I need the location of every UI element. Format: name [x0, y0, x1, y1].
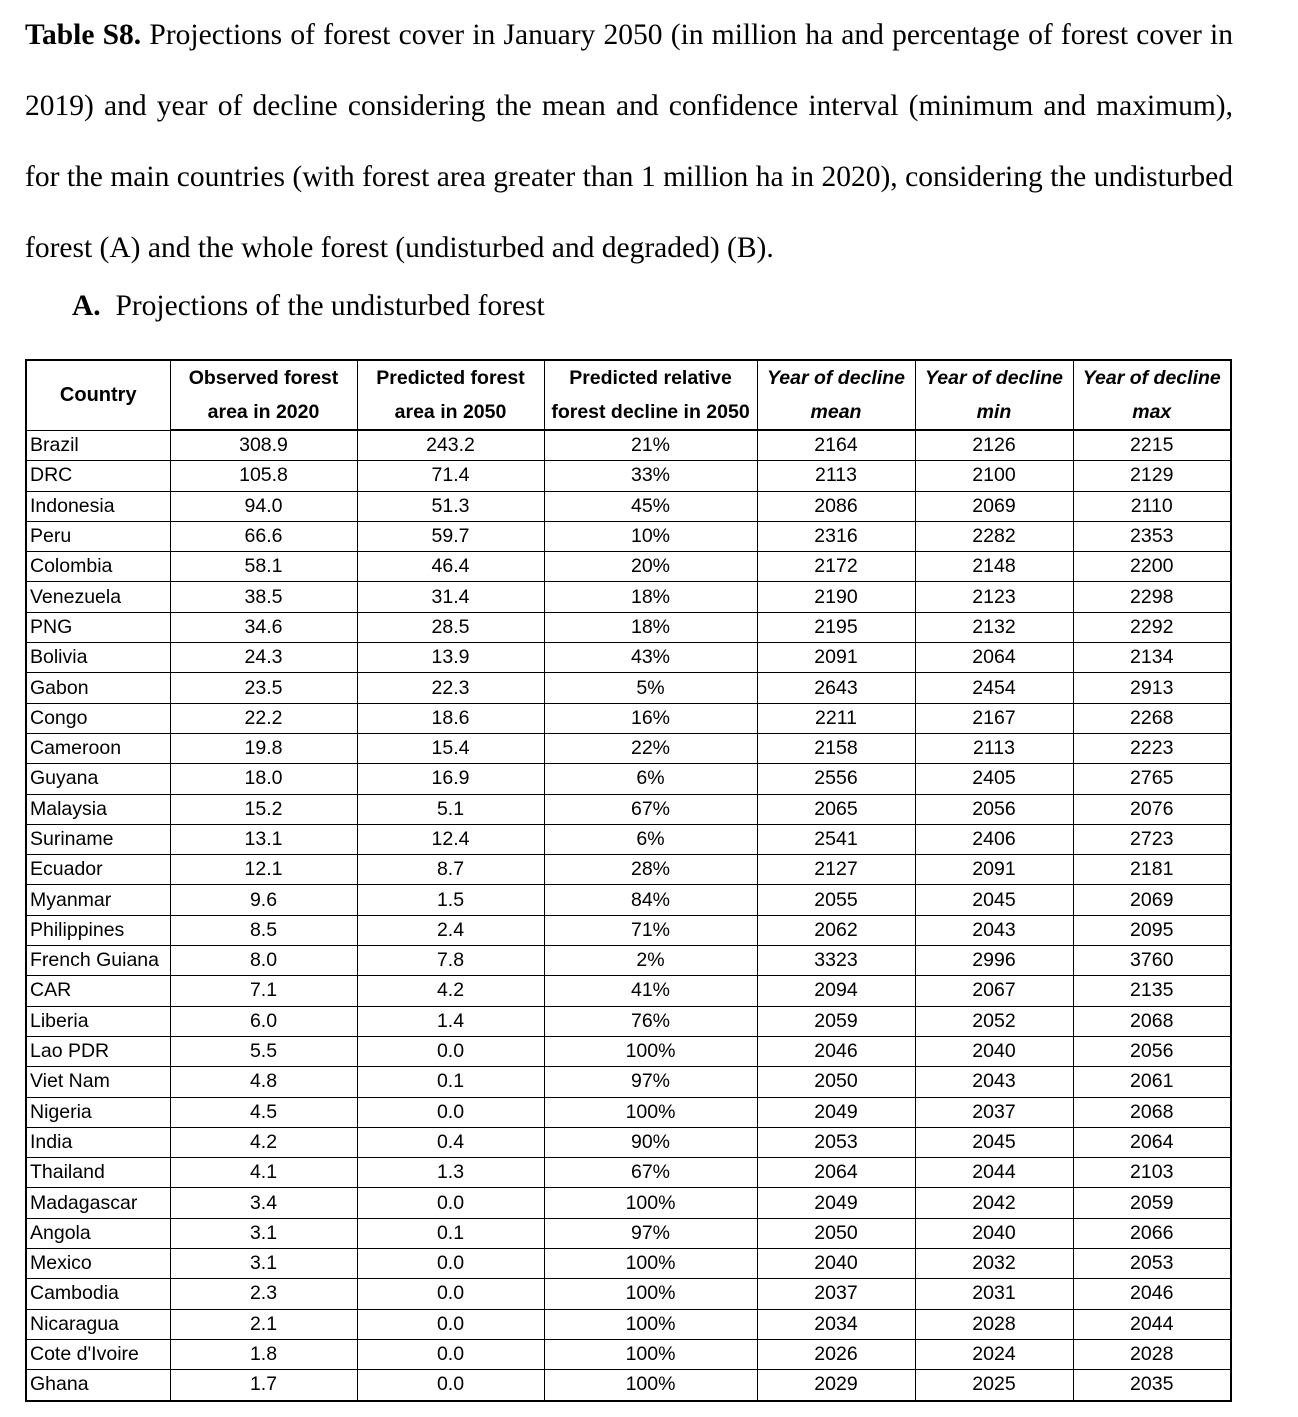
header-mean-line1: Year of decline — [757, 360, 915, 395]
year-mean-cell: 2127 — [757, 855, 915, 885]
table-row — [26, 1249, 1231, 1279]
country-cell: Thailand — [26, 1158, 170, 1188]
year-max-cell: 2068 — [1073, 1006, 1231, 1036]
year-min-cell: 2043 — [915, 915, 1073, 945]
country-cell: Suriname — [26, 824, 170, 854]
relative-decline-cell: 100% — [544, 1370, 757, 1401]
predicted-area-cell: 22.3 — [357, 673, 544, 703]
year-max-cell: 2110 — [1073, 491, 1231, 521]
relative-decline-cell: 18% — [544, 612, 757, 642]
relative-decline-cell: 100% — [544, 1279, 757, 1309]
table-row — [26, 764, 1231, 794]
table-row — [26, 703, 1231, 733]
year-max-cell: 2223 — [1073, 733, 1231, 763]
predicted-area-cell: 7.8 — [357, 946, 544, 976]
year-mean-cell: 2029 — [757, 1370, 915, 1401]
header-mean-line2: mean — [757, 395, 915, 430]
observed-area-cell: 4.8 — [170, 1067, 357, 1097]
year-mean-cell: 2040 — [757, 1249, 915, 1279]
table-row — [26, 824, 1231, 854]
year-min-cell: 2100 — [915, 461, 1073, 491]
relative-decline-cell: 43% — [544, 643, 757, 673]
year-max-cell: 2069 — [1073, 885, 1231, 915]
year-mean-cell: 2037 — [757, 1279, 915, 1309]
country-cell: Malaysia — [26, 794, 170, 824]
table-row — [26, 430, 1231, 461]
year-mean-cell: 2086 — [757, 491, 915, 521]
predicted-area-cell: 0.0 — [357, 1249, 544, 1279]
year-mean-cell: 2049 — [757, 1188, 915, 1218]
observed-area-cell: 8.5 — [170, 915, 357, 945]
predicted-area-cell: 2.4 — [357, 915, 544, 945]
year-mean-cell: 2026 — [757, 1339, 915, 1369]
observed-area-cell: 13.1 — [170, 824, 357, 854]
observed-area-cell: 105.8 — [170, 461, 357, 491]
year-min-cell: 2045 — [915, 1127, 1073, 1157]
year-mean-cell: 2541 — [757, 824, 915, 854]
table-row — [26, 1218, 1231, 1248]
country-cell: Brazil — [26, 430, 170, 461]
year-max-cell: 2103 — [1073, 1158, 1231, 1188]
header-min-line1: Year of decline — [915, 360, 1073, 395]
year-max-cell: 2292 — [1073, 612, 1231, 642]
year-min-cell: 2052 — [915, 1006, 1073, 1036]
relative-decline-cell: 100% — [544, 1339, 757, 1369]
header-predicted-line2: area in 2050 — [357, 395, 544, 430]
relative-decline-cell: 71% — [544, 915, 757, 945]
observed-area-cell: 4.5 — [170, 1097, 357, 1127]
year-max-cell: 2066 — [1073, 1218, 1231, 1248]
predicted-area-cell: 5.1 — [357, 794, 544, 824]
observed-area-cell: 3.4 — [170, 1188, 357, 1218]
country-cell: Ghana — [26, 1370, 170, 1401]
year-min-cell: 2067 — [915, 976, 1073, 1006]
relative-decline-cell: 97% — [544, 1218, 757, 1248]
table-row — [26, 1127, 1231, 1157]
year-max-cell: 2913 — [1073, 673, 1231, 703]
table-row — [26, 885, 1231, 915]
predicted-area-cell: 12.4 — [357, 824, 544, 854]
table-body — [26, 430, 1231, 1401]
relative-decline-cell: 100% — [544, 1309, 757, 1339]
predicted-area-cell: 16.9 — [357, 764, 544, 794]
year-min-cell: 2032 — [915, 1249, 1073, 1279]
year-max-cell: 3760 — [1073, 946, 1231, 976]
year-min-cell: 2044 — [915, 1158, 1073, 1188]
year-min-cell: 2040 — [915, 1218, 1073, 1248]
header-row-1 — [26, 360, 1231, 395]
year-min-cell: 2126 — [915, 430, 1073, 461]
observed-area-cell: 3.1 — [170, 1218, 357, 1248]
observed-area-cell: 5.5 — [170, 1036, 357, 1066]
country-cell: Mexico — [26, 1249, 170, 1279]
observed-area-cell: 12.1 — [170, 855, 357, 885]
header-max-line1: Year of decline — [1073, 360, 1231, 395]
observed-area-cell: 58.1 — [170, 552, 357, 582]
observed-area-cell: 6.0 — [170, 1006, 357, 1036]
table-row — [26, 491, 1231, 521]
country-cell: Myanmar — [26, 885, 170, 915]
country-cell: Venezuela — [26, 582, 170, 612]
section-title: Projections of the undisturbed forest — [115, 290, 545, 322]
year-max-cell: 2046 — [1073, 1279, 1231, 1309]
table-row — [26, 1097, 1231, 1127]
year-max-cell: 2064 — [1073, 1127, 1231, 1157]
observed-area-cell: 24.3 — [170, 643, 357, 673]
relative-decline-cell: 100% — [544, 1036, 757, 1066]
country-cell: Ecuador — [26, 855, 170, 885]
relative-decline-cell: 97% — [544, 1067, 757, 1097]
relative-decline-cell: 67% — [544, 1158, 757, 1188]
country-cell: Lao PDR — [26, 1036, 170, 1066]
forest-projection-table — [25, 359, 1232, 1402]
country-cell: Angola — [26, 1218, 170, 1248]
relative-decline-cell: 18% — [544, 582, 757, 612]
country-cell: Colombia — [26, 552, 170, 582]
predicted-area-cell: 0.1 — [357, 1067, 544, 1097]
table-row — [26, 673, 1231, 703]
table-row — [26, 733, 1231, 763]
year-mean-cell: 2053 — [757, 1127, 915, 1157]
year-min-cell: 2031 — [915, 1279, 1073, 1309]
relative-decline-cell: 84% — [544, 885, 757, 915]
relative-decline-cell: 6% — [544, 824, 757, 854]
observed-area-cell: 23.5 — [170, 673, 357, 703]
year-max-cell: 2053 — [1073, 1249, 1231, 1279]
year-max-cell: 2035 — [1073, 1370, 1231, 1401]
year-max-cell: 2134 — [1073, 643, 1231, 673]
year-max-cell: 2353 — [1073, 521, 1231, 551]
year-min-cell: 2996 — [915, 946, 1073, 976]
year-mean-cell: 2065 — [757, 794, 915, 824]
predicted-area-cell: 1.5 — [357, 885, 544, 915]
year-max-cell: 2765 — [1073, 764, 1231, 794]
header-relative-line2: forest decline in 2050 — [544, 395, 757, 430]
year-min-cell: 2056 — [915, 794, 1073, 824]
year-min-cell: 2148 — [915, 552, 1073, 582]
year-min-cell: 2037 — [915, 1097, 1073, 1127]
year-mean-cell: 2556 — [757, 764, 915, 794]
year-min-cell: 2282 — [915, 521, 1073, 551]
predicted-area-cell: 0.0 — [357, 1279, 544, 1309]
observed-area-cell: 9.6 — [170, 885, 357, 915]
country-cell: French Guiana — [26, 946, 170, 976]
year-min-cell: 2040 — [915, 1036, 1073, 1066]
year-max-cell: 2215 — [1073, 430, 1231, 461]
observed-area-cell: 1.7 — [170, 1370, 357, 1401]
country-cell: Congo — [26, 703, 170, 733]
country-cell: Viet Nam — [26, 1067, 170, 1097]
year-mean-cell: 2211 — [757, 703, 915, 733]
observed-area-cell: 15.2 — [170, 794, 357, 824]
table-row — [26, 976, 1231, 1006]
predicted-area-cell: 1.3 — [357, 1158, 544, 1188]
observed-area-cell: 94.0 — [170, 491, 357, 521]
predicted-area-cell: 0.4 — [357, 1127, 544, 1157]
table-row — [26, 582, 1231, 612]
predicted-area-cell: 46.4 — [357, 552, 544, 582]
year-mean-cell: 2050 — [757, 1218, 915, 1248]
table-row — [26, 612, 1231, 642]
relative-decline-cell: 76% — [544, 1006, 757, 1036]
relative-decline-cell: 10% — [544, 521, 757, 551]
year-mean-cell: 2055 — [757, 885, 915, 915]
country-cell: Liberia — [26, 1006, 170, 1036]
relative-decline-cell: 100% — [544, 1249, 757, 1279]
table-row — [26, 552, 1231, 582]
predicted-area-cell: 8.7 — [357, 855, 544, 885]
country-cell: Madagascar — [26, 1188, 170, 1218]
relative-decline-cell: 22% — [544, 733, 757, 763]
predicted-area-cell: 71.4 — [357, 461, 544, 491]
year-min-cell: 2024 — [915, 1339, 1073, 1369]
year-max-cell: 2028 — [1073, 1339, 1231, 1369]
country-cell: Bolivia — [26, 643, 170, 673]
predicted-area-cell: 59.7 — [357, 521, 544, 551]
table-row — [26, 1036, 1231, 1066]
predicted-area-cell: 31.4 — [357, 582, 544, 612]
section-label: A. — [72, 290, 101, 322]
predicted-area-cell: 51.3 — [357, 491, 544, 521]
section-heading — [72, 282, 545, 330]
relative-decline-cell: 6% — [544, 764, 757, 794]
relative-decline-cell: 16% — [544, 703, 757, 733]
year-mean-cell: 2164 — [757, 430, 915, 461]
observed-area-cell: 7.1 — [170, 976, 357, 1006]
year-mean-cell: 2064 — [757, 1158, 915, 1188]
year-min-cell: 2405 — [915, 764, 1073, 794]
predicted-area-cell: 0.0 — [357, 1309, 544, 1339]
country-cell: DRC — [26, 461, 170, 491]
year-max-cell: 2129 — [1073, 461, 1231, 491]
table-row — [26, 1279, 1231, 1309]
table-row — [26, 1370, 1231, 1401]
header-predicted-line1: Predicted forest — [357, 360, 544, 395]
country-cell: Cote d'Ivoire — [26, 1339, 170, 1369]
year-min-cell: 2454 — [915, 673, 1073, 703]
year-min-cell: 2064 — [915, 643, 1073, 673]
header-min-line2: min — [915, 395, 1073, 430]
table-row — [26, 461, 1231, 491]
year-min-cell: 2043 — [915, 1067, 1073, 1097]
predicted-area-cell: 243.2 — [357, 430, 544, 461]
year-mean-cell: 2049 — [757, 1097, 915, 1127]
observed-area-cell: 308.9 — [170, 430, 357, 461]
year-min-cell: 2045 — [915, 885, 1073, 915]
year-mean-cell: 2034 — [757, 1309, 915, 1339]
year-mean-cell: 2316 — [757, 521, 915, 551]
year-min-cell: 2113 — [915, 733, 1073, 763]
table-row — [26, 915, 1231, 945]
year-max-cell: 2095 — [1073, 915, 1231, 945]
observed-area-cell: 18.0 — [170, 764, 357, 794]
year-max-cell: 2723 — [1073, 824, 1231, 854]
predicted-area-cell: 0.1 — [357, 1218, 544, 1248]
predicted-area-cell: 0.0 — [357, 1370, 544, 1401]
predicted-area-cell: 0.0 — [357, 1188, 544, 1218]
header-max-line2: max — [1073, 395, 1231, 430]
year-max-cell: 2298 — [1073, 582, 1231, 612]
year-max-cell: 2076 — [1073, 794, 1231, 824]
year-min-cell: 2167 — [915, 703, 1073, 733]
table-header — [26, 360, 1231, 430]
table-caption-label: Table S8. — [25, 19, 142, 51]
relative-decline-cell: 33% — [544, 461, 757, 491]
country-cell: Indonesia — [26, 491, 170, 521]
observed-area-cell: 2.1 — [170, 1309, 357, 1339]
observed-area-cell: 8.0 — [170, 946, 357, 976]
predicted-area-cell: 18.6 — [357, 703, 544, 733]
year-mean-cell: 2046 — [757, 1036, 915, 1066]
table-row — [26, 521, 1231, 551]
header-relative-line1: Predicted relative — [544, 360, 757, 395]
year-max-cell: 2056 — [1073, 1036, 1231, 1066]
table-row — [26, 1006, 1231, 1036]
year-max-cell: 2135 — [1073, 976, 1231, 1006]
relative-decline-cell: 100% — [544, 1097, 757, 1127]
table-row — [26, 1339, 1231, 1369]
relative-decline-cell: 28% — [544, 855, 757, 885]
year-max-cell: 2059 — [1073, 1188, 1231, 1218]
year-min-cell: 2028 — [915, 1309, 1073, 1339]
table-row — [26, 1188, 1231, 1218]
year-mean-cell: 2062 — [757, 915, 915, 945]
observed-area-cell: 2.3 — [170, 1279, 357, 1309]
table-caption-text: Projections of forest cover in January 2050 (in million ha and percentage of forest cover in 2019) and year of decline considering the mean and confidence interval (minimum and maximum), for the main countries (with forest area greater than 1 million ha in 2020), considering the undisturbed forest (A) and the whole forest (undisturbed and degraded) (B). — [25, 19, 1233, 264]
relative-decline-cell: 67% — [544, 794, 757, 824]
country-cell: Nicaragua — [26, 1309, 170, 1339]
table-row — [26, 643, 1231, 673]
observed-area-cell: 4.1 — [170, 1158, 357, 1188]
country-cell: Guyana — [26, 764, 170, 794]
predicted-area-cell: 0.0 — [357, 1036, 544, 1066]
year-min-cell: 2042 — [915, 1188, 1073, 1218]
predicted-area-cell: 0.0 — [357, 1097, 544, 1127]
country-cell: Gabon — [26, 673, 170, 703]
country-cell: PNG — [26, 612, 170, 642]
year-mean-cell: 2050 — [757, 1067, 915, 1097]
relative-decline-cell: 41% — [544, 976, 757, 1006]
relative-decline-cell: 5% — [544, 673, 757, 703]
year-max-cell: 2061 — [1073, 1067, 1231, 1097]
table-row — [26, 1158, 1231, 1188]
year-mean-cell: 2091 — [757, 643, 915, 673]
table-row — [26, 855, 1231, 885]
table-row — [26, 794, 1231, 824]
year-mean-cell: 2059 — [757, 1006, 915, 1036]
country-cell: Cameroon — [26, 733, 170, 763]
predicted-area-cell: 15.4 — [357, 733, 544, 763]
header-country: Country — [26, 360, 170, 430]
relative-decline-cell: 21% — [544, 430, 757, 461]
year-min-cell: 2025 — [915, 1370, 1073, 1401]
observed-area-cell: 34.6 — [170, 612, 357, 642]
header-row-2 — [26, 395, 1231, 430]
year-mean-cell: 2094 — [757, 976, 915, 1006]
observed-area-cell: 3.1 — [170, 1249, 357, 1279]
year-max-cell: 2068 — [1073, 1097, 1231, 1127]
observed-area-cell: 66.6 — [170, 521, 357, 551]
year-min-cell: 2091 — [915, 855, 1073, 885]
year-mean-cell: 2643 — [757, 673, 915, 703]
country-cell: CAR — [26, 976, 170, 1006]
relative-decline-cell: 100% — [544, 1188, 757, 1218]
year-max-cell: 2268 — [1073, 703, 1231, 733]
predicted-area-cell: 0.0 — [357, 1339, 544, 1369]
country-cell: Peru — [26, 521, 170, 551]
header-observed-line2: area in 2020 — [170, 395, 357, 430]
header-observed-line1: Observed forest — [170, 360, 357, 395]
year-mean-cell: 2190 — [757, 582, 915, 612]
relative-decline-cell: 45% — [544, 491, 757, 521]
predicted-area-cell: 4.2 — [357, 976, 544, 1006]
table-row — [26, 1067, 1231, 1097]
table-row — [26, 1309, 1231, 1339]
predicted-area-cell: 13.9 — [357, 643, 544, 673]
year-min-cell: 2406 — [915, 824, 1073, 854]
relative-decline-cell: 20% — [544, 552, 757, 582]
country-cell: India — [26, 1127, 170, 1157]
table-row — [26, 946, 1231, 976]
observed-area-cell: 22.2 — [170, 703, 357, 733]
country-cell: Cambodia — [26, 1279, 170, 1309]
country-cell: Nigeria — [26, 1097, 170, 1127]
table-caption — [25, 0, 1233, 284]
year-mean-cell: 2172 — [757, 552, 915, 582]
year-min-cell: 2123 — [915, 582, 1073, 612]
observed-area-cell: 4.2 — [170, 1127, 357, 1157]
year-max-cell: 2181 — [1073, 855, 1231, 885]
year-min-cell: 2069 — [915, 491, 1073, 521]
year-max-cell: 2044 — [1073, 1309, 1231, 1339]
year-max-cell: 2200 — [1073, 552, 1231, 582]
year-mean-cell: 3323 — [757, 946, 915, 976]
predicted-area-cell: 28.5 — [357, 612, 544, 642]
relative-decline-cell: 2% — [544, 946, 757, 976]
year-mean-cell: 2113 — [757, 461, 915, 491]
year-mean-cell: 2195 — [757, 612, 915, 642]
country-cell: Philippines — [26, 915, 170, 945]
year-mean-cell: 2158 — [757, 733, 915, 763]
relative-decline-cell: 90% — [544, 1127, 757, 1157]
predicted-area-cell: 1.4 — [357, 1006, 544, 1036]
observed-area-cell: 19.8 — [170, 733, 357, 763]
observed-area-cell: 38.5 — [170, 582, 357, 612]
observed-area-cell: 1.8 — [170, 1339, 357, 1369]
year-min-cell: 2132 — [915, 612, 1073, 642]
